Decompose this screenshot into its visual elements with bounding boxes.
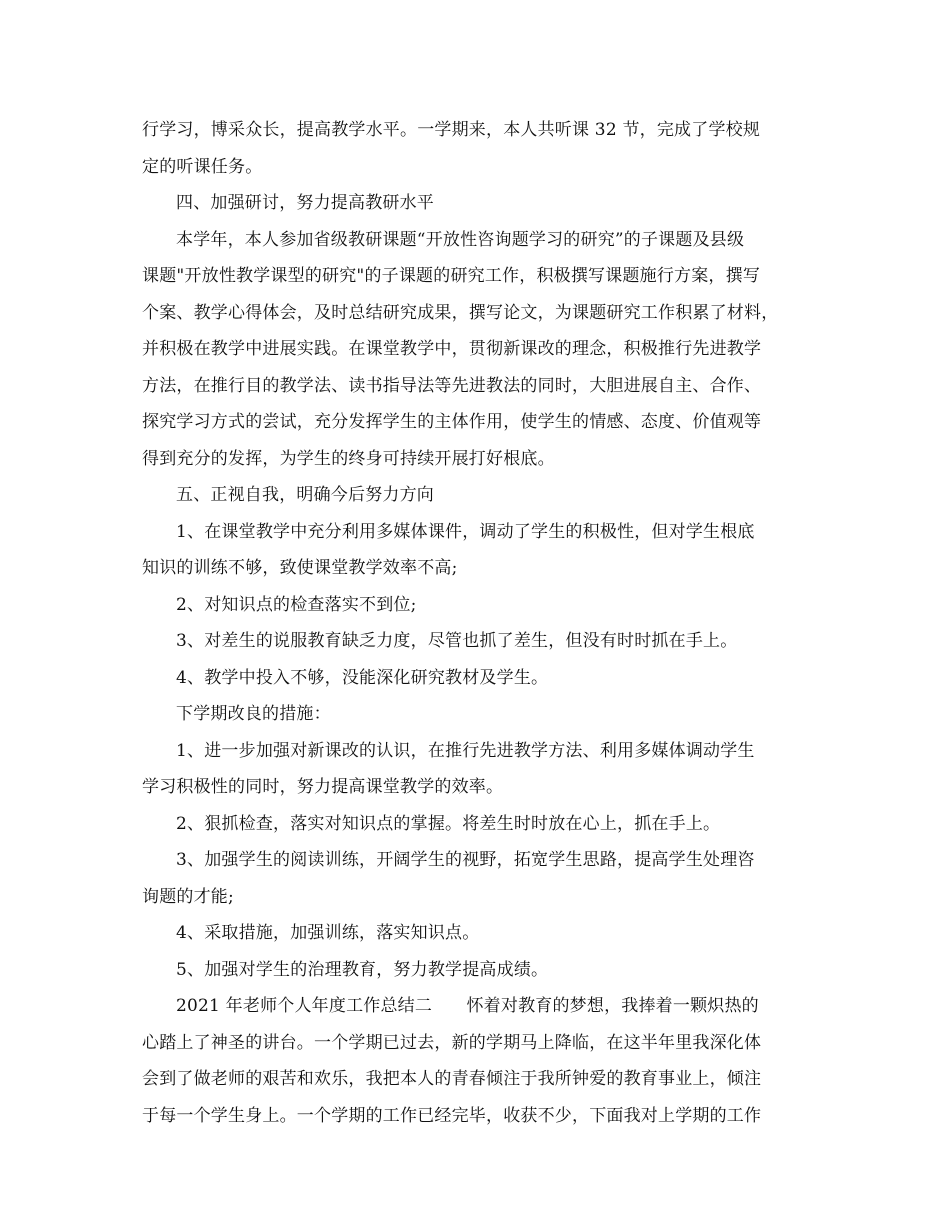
list-item: 2、狠抓检查，落实对知识点的掌握。将差生时时放在心上，抓在手上。 <box>176 813 721 834</box>
text-line: 2021 年老师个人年度工作总结二 怀着对教育的梦想，我捧着一颗炽热的 <box>176 996 759 1016</box>
text-line: 学习积极性的同时，努力提高课堂教学的效率。 <box>142 777 504 797</box>
text-line: 探究学习方式的尝试，充分发挥学生的主体作用，使学生的情感、态度、价值观等 <box>142 412 762 432</box>
text-line: 知识的训练不够，致使课堂教学效率不高; <box>142 558 458 578</box>
text-line: 行学习，博采众长，提高教学水平。一学期来，本人共听课 32 节，完成了学校规 <box>142 120 761 140</box>
list-item: 2、对知识点的检查落实不到位; <box>176 594 417 615</box>
text-line: 询题的才能; <box>142 886 234 907</box>
section-heading: 下学期改良的措施： <box>176 704 331 724</box>
list-item: 4、教学中投入不够，没能深化研究教材及学生。 <box>176 667 549 688</box>
text-line: 定的听课任务。 <box>142 156 263 177</box>
list-item: 5、加强对学生的治理教育，努力教学提高成绩。 <box>176 959 549 980</box>
list-item: 1、进一步加强对新课改的认识，在推行先进教学方法、利用多媒体调动学生 <box>176 740 755 761</box>
text-line: 方法，在推行目的教学法、读书指导法等先进教法的同时，大胆进展自主、合作、 <box>142 375 762 396</box>
text-line: 个案、教学心得体会，及时总结研究成果，撰写论文，为课题研究工作积累了材料， <box>142 302 779 323</box>
list-item: 1、在课堂教学中充分利用多媒体课件，调动了学生的积极性，但对学生根底 <box>176 521 755 542</box>
text-line: 心踏上了神圣的讲台。一个学期已过去，新的学期马上降临，在这半年里我深化体 <box>142 1032 762 1053</box>
text-line: 本学年，本人参加省级教研课题“开放性咨询题学习的研究”的子课题及县级 <box>176 229 745 250</box>
section-heading: 五、正视自我，明确今后努力方向 <box>176 485 434 505</box>
text-line: 会到了做老师的艰苦和欢乐，我把本人的青春倾注于我所钟爱的教育事业上，倾注 <box>142 1069 762 1089</box>
text-line: 并积极在教学中进展实践。在课堂教学中，贯彻新课改的理念，积极推行先进教学 <box>142 339 762 359</box>
list-item: 4、采取措施，加强训练，落实知识点。 <box>176 923 480 943</box>
text-line: 课题"开放性教学课型的研究"的子课题的研究工作，积极撰写课题施行方案，撰写 <box>142 266 761 286</box>
list-item: 3、对差生的说服教育缺乏力度，尽管也抓了差生，但没有时时抓在手上。 <box>176 631 738 651</box>
list-item: 3、加强学生的阅读训练，开阔学生的视野，拓宽学生思路，提高学生处理咨 <box>176 850 755 870</box>
text-line: 于每一个学生身上。一个学期的工作已经完毕，收获不少，下面我对上学期的工作 <box>142 1105 762 1126</box>
document-body <box>142 112 814 1134</box>
text-line: 得到充分的发挥，为学生的终身可持续开展打好根底。 <box>142 448 555 469</box>
section-heading: 四、加强研讨，努力提高教研水平 <box>176 193 434 213</box>
